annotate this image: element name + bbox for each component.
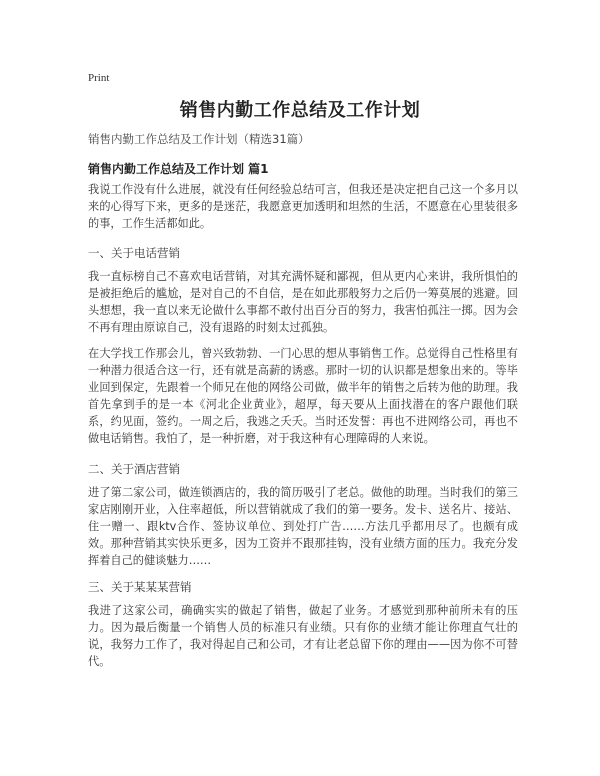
phone-sales-paragraph-2: 在大学找工作那会儿，曾兴致勃勃、一门心思的想从事销售工作。总觉得自己性格里有一种潜力很适合这一行，还有就是高薪的诱惑。那时一切的认识都是想象出来的。等毕业回到保定，先跟着一个师兄在他的网络公司做，做半年的销售之后转为他的助理。我首先拿到手的是一本《河北企业黄业》，超厚，每天要从上面找潜在的客户跟他们联系，约见面，签约。一周之后，我逃之夭夭。当时还发誓：再也不进网络公司，再也不做电话销售。我怕了，是一种折磨，对于我这种有心理障碍的人来说。 xyxy=(88,347,518,445)
company-sales-paragraph: 我进了这家公司，确确实实的做起了销售，做起了业务。才感觉到那种前所未有的压力。因为最后衡量一个销售人员的标准只有业绩。只有你的业绩才能让你理直气壮的说，我努力工作了，我对得起自己和公司，才有让老总留下你的理由——因为你不可替代。 xyxy=(88,604,518,668)
document-title: 销售内勤工作总结及工作计划 xyxy=(179,100,421,121)
document-subtitle: 销售内勤工作总结及工作计划（精选31篇） xyxy=(88,132,310,146)
phone-sales-paragraph-1: 我一直标榜自己不喜欢电话营销，对其充满怀疑和鄙视，但从更内心来讲，我所惧怕的是被拒绝后的尴尬，是对自己的不自信，是在如此那般努力之后仍一筹莫展的逃避。回头想想，我一直以来无论做什么事都不敢付出百分百的努力，我害怕孤注一掷。因为会不再有理由原谅自己，没有退路的时刻太过孤独。 xyxy=(88,270,518,334)
section-heading-phone-sales: 一、关于电话营销 xyxy=(88,246,180,260)
hotel-sales-paragraph: 进了第二家公司，做连锁酒店的，我的简历吸引了老总。做他的助理。当时我们的第三家店刚刚开业，入住率超低，所以营销就成了我们的第一要务。发卡、送名片、接站、住一赠一、跟ktv合作、签协议单位、到处打广告……方法几乎都用尽了。也颇有成效。那种营销其实快乐更多，因为工资并不跟那挂钩，没有业绩方面的压力。我充分发挥着自己的健谈魅力…… xyxy=(88,486,518,567)
print-link[interactable]: Print xyxy=(88,72,110,84)
section-heading-hotel-sales: 二、关于酒店营销 xyxy=(88,462,180,476)
intro-paragraph: 我说工作没有什么进展，就没有任何经验总结可言，但我还是决定把自己这一个多月以来的心得写下来，更多的是迷茫，我愿意更加透明和坦然的生活，不愿意在心里装很多的事，工作生活都如此。 xyxy=(88,183,518,230)
article-title: 销售内勤工作总结及工作计划 篇1 xyxy=(88,162,269,176)
section-heading-company-sales: 三、关于某某某营销 xyxy=(88,580,192,594)
